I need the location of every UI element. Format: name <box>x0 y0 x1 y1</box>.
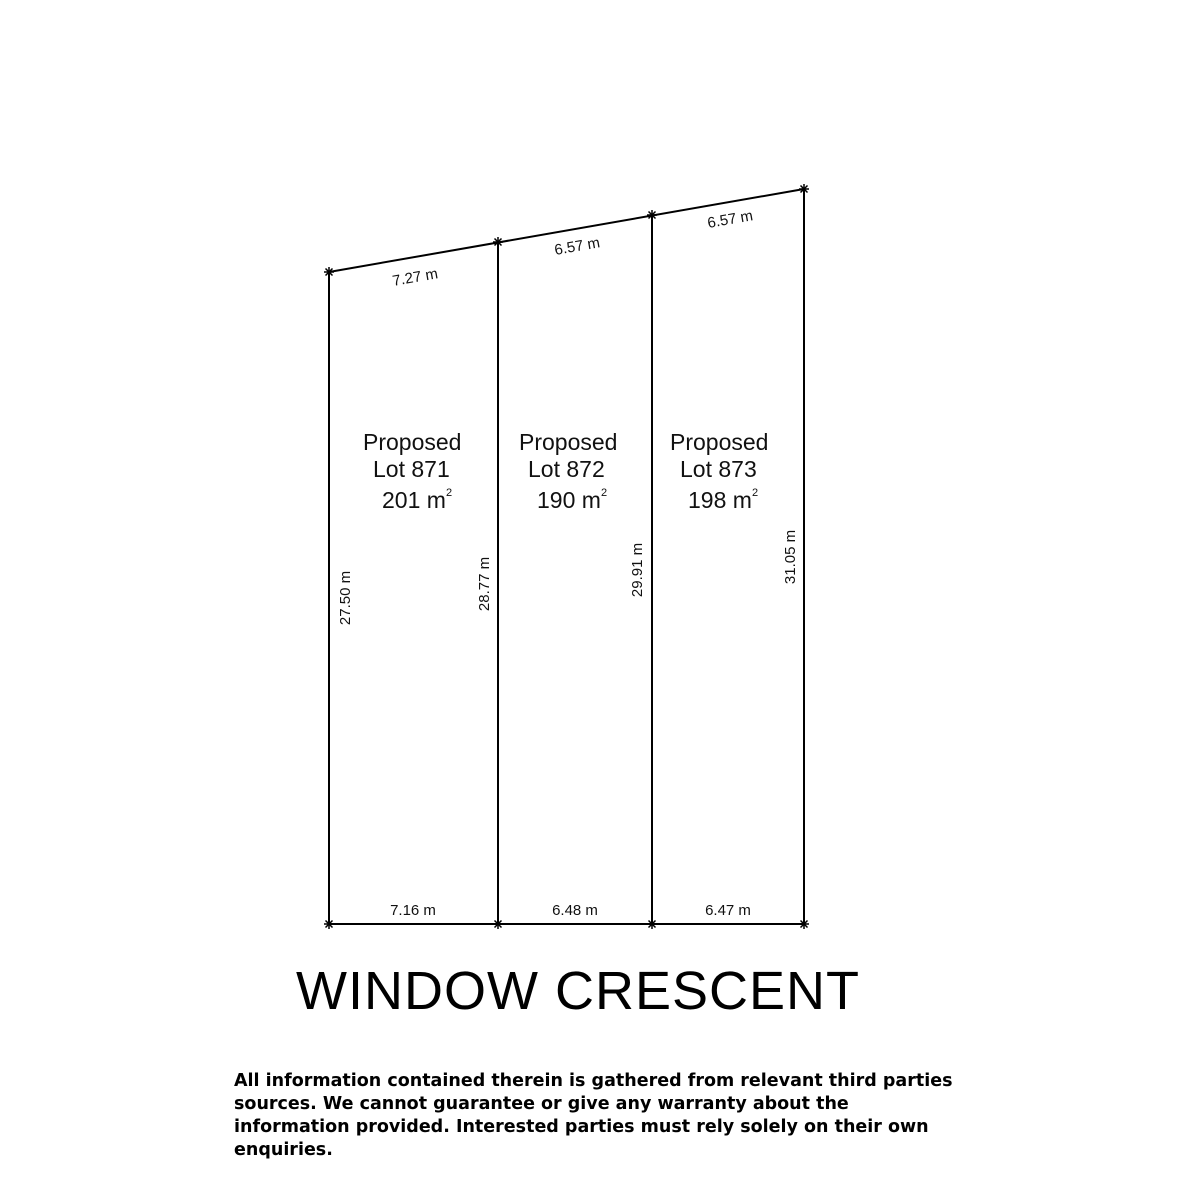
front-dim-lot-873: 6.47 m <box>705 902 751 919</box>
front-dim-lot-872: 6.48 m <box>552 902 598 919</box>
lot-area-superscript: 2 <box>600 487 608 499</box>
rear-boundary-line <box>329 189 804 272</box>
lot-area-value: 190 m <box>537 487 601 513</box>
peg-marker <box>493 237 503 247</box>
lot-proposed-label: Proposed <box>670 429 769 455</box>
survey-pegs <box>324 184 809 929</box>
peg-marker <box>493 919 503 929</box>
lot-area <box>688 487 758 513</box>
lot-area-superscript: 2 <box>445 487 453 499</box>
rear-dim-lot-873: 6.57 m <box>706 207 755 232</box>
side-dim-872-873: 29.91 m <box>629 542 646 598</box>
peg-marker <box>324 919 334 929</box>
rear-dim-lot-871: 7.27 m <box>391 265 440 290</box>
lot-area-value: 201 m <box>382 487 446 513</box>
lot-number: Lot 871 <box>373 456 450 482</box>
side-dim-871-872: 28.77 m <box>476 556 493 612</box>
peg-marker <box>647 919 657 929</box>
peg-marker <box>647 210 657 220</box>
rear-dim-lot-872: 6.57 m <box>553 234 602 259</box>
lot-label-871 <box>363 429 461 513</box>
peg-marker <box>799 184 809 194</box>
lot-number: Lot 873 <box>680 456 757 482</box>
side-dim-east: 31.05 m <box>782 529 799 585</box>
peg-marker <box>324 267 334 277</box>
side-dim-west: 27.50 m <box>337 570 354 626</box>
front-dim-lot-871: 7.16 m <box>390 902 436 919</box>
lot-area <box>537 487 607 513</box>
lot-area-value: 198 m <box>688 487 752 513</box>
street-name: WINDOW CRESCENT <box>296 961 860 1021</box>
lot-label-873 <box>670 429 768 513</box>
lot-proposed-label: Proposed <box>363 429 462 455</box>
peg-marker <box>799 919 809 929</box>
lot-proposed-label: Proposed <box>519 429 618 455</box>
lot-area-superscript: 2 <box>751 487 759 499</box>
disclaimer-text: All information contained therein is gathered from relevant third parties sources. We cannot guarantee or give any warranty about the information provided. Interested parties must rely solely on their own enquiries. <box>234 1071 953 1160</box>
lot-area <box>382 487 452 513</box>
lot-label-872 <box>519 429 617 513</box>
lot-number: Lot 872 <box>528 456 605 482</box>
